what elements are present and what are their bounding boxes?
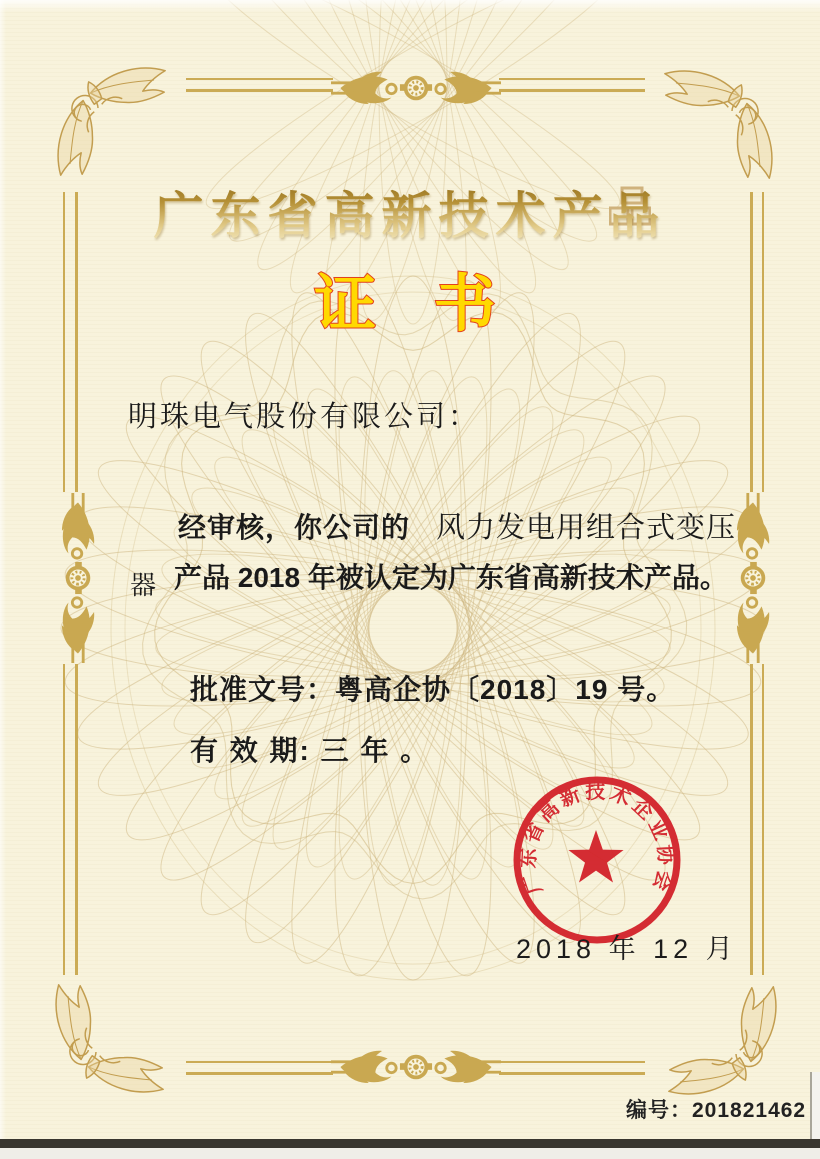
body-lead-text: 经审核，你公司的 bbox=[178, 512, 411, 543]
scan-edge-left bbox=[0, 0, 6, 1159]
issue-date: 2018 年 12 月 bbox=[516, 934, 738, 964]
approval-number-line: 批准文号：粤高企协〔2018〕19 号。 bbox=[190, 674, 676, 705]
scan-edge-bottom-margin bbox=[0, 1148, 820, 1159]
border-line bbox=[186, 1072, 333, 1075]
corner-flourish-icon bbox=[648, 55, 788, 195]
border-line bbox=[762, 664, 764, 975]
border-medallion-icon bbox=[56, 493, 100, 663]
corner-flourish-icon bbox=[40, 968, 180, 1108]
border-line bbox=[750, 664, 753, 975]
seal-text: 广东省高新技术企业协会 bbox=[517, 781, 677, 897]
scan-edge-top bbox=[0, 0, 820, 12]
body-conclusion-text: 产品 2018 年被认定为广东省高新技术产品。 bbox=[174, 562, 728, 593]
border-medallion-icon bbox=[731, 493, 775, 663]
body-line-1 bbox=[178, 505, 736, 546]
border-line bbox=[75, 664, 78, 975]
border-line bbox=[499, 78, 645, 80]
header bbox=[0, 176, 820, 248]
border-line bbox=[63, 664, 65, 975]
scan-edge-right bbox=[810, 1072, 820, 1140]
validity-period-line: 有 效 期: 三 年 。 bbox=[190, 735, 431, 766]
serial-number: 编号：201821462 bbox=[626, 1099, 807, 1122]
product-carry-char: 器 bbox=[130, 571, 157, 601]
certificate-title: 广东省高新技术产品 bbox=[154, 176, 667, 248]
scan-edge-bottom bbox=[0, 1139, 820, 1148]
star-icon bbox=[568, 830, 623, 883]
border-line bbox=[186, 78, 333, 80]
border-medallion-icon bbox=[331, 66, 501, 110]
corner-flourish-icon bbox=[652, 970, 792, 1110]
border-line bbox=[186, 1061, 333, 1063]
border-line bbox=[499, 1072, 645, 1075]
corner-flourish-icon bbox=[42, 52, 182, 192]
border-line bbox=[499, 1061, 645, 1063]
border-medallion-icon bbox=[331, 1045, 501, 1089]
product-name-text: 风力发电用组合式变压 bbox=[436, 510, 737, 544]
recipient-name: 明珠电气股份有限公司： bbox=[128, 399, 481, 433]
certificate-subtitle: 证 书 bbox=[314, 267, 506, 340]
subheader bbox=[0, 254, 820, 343]
border-line bbox=[499, 89, 645, 92]
border-line bbox=[186, 89, 333, 92]
